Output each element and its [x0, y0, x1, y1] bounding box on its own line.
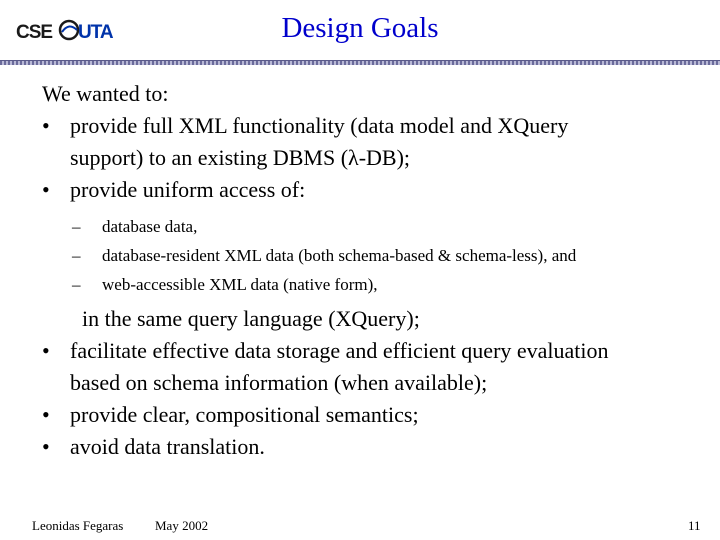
bullet-marker: • [42, 434, 50, 459]
bullet-text: avoid data translation. [70, 434, 265, 459]
logo-graphic [16, 16, 116, 46]
footer-date: May 2002 [155, 518, 209, 533]
dash-marker: – [72, 246, 81, 265]
dash-marker: – [72, 275, 81, 294]
sub-item [42, 241, 702, 270]
bullet-item [42, 431, 702, 463]
bullet-item [42, 399, 702, 431]
sub-item [42, 270, 702, 299]
bullet-marker: • [42, 113, 50, 138]
bullet-text: provide clear, compositional semantics; [70, 402, 419, 427]
title-divider [0, 60, 720, 65]
bullet-item [42, 335, 702, 399]
svg-text:UTA: UTA [78, 22, 113, 43]
bullet-item [42, 110, 702, 174]
bullet-text: provide uniform access of: [70, 177, 306, 202]
bullet-text: facilitate effective data storage and efficient query evaluation [70, 338, 609, 363]
bullet-marker: • [42, 338, 50, 363]
bullet-marker: • [42, 177, 50, 202]
cse-uta-logo [16, 16, 116, 46]
bullet-item [42, 174, 702, 206]
dash-marker: – [72, 217, 81, 236]
intro-text: We wanted to: [42, 81, 169, 106]
sub-item-text: web-accessible XML data (native form), [102, 275, 378, 294]
slide-title: Design Goals [281, 12, 439, 44]
sub-item-text: database data, [102, 217, 198, 236]
footer-author: Leonidas Fegaras [32, 518, 124, 533]
bullet-marker: • [42, 402, 50, 427]
svg-text:CSE: CSE [16, 22, 53, 43]
page-number: 11 [688, 518, 701, 533]
bullet-text: based on schema information (when available); [70, 370, 488, 395]
continuation-text: in the same query language (XQuery); [82, 306, 420, 331]
bullet-text: support) to an existing DBMS (λ-DB); [70, 145, 411, 170]
sub-item-text: database-resident XML data (both schema-based & schema-less), and [102, 246, 577, 265]
sub-item [42, 212, 702, 241]
slide-body [42, 78, 702, 463]
bullet-text: provide full XML functionality (data model and XQuery [70, 113, 569, 138]
